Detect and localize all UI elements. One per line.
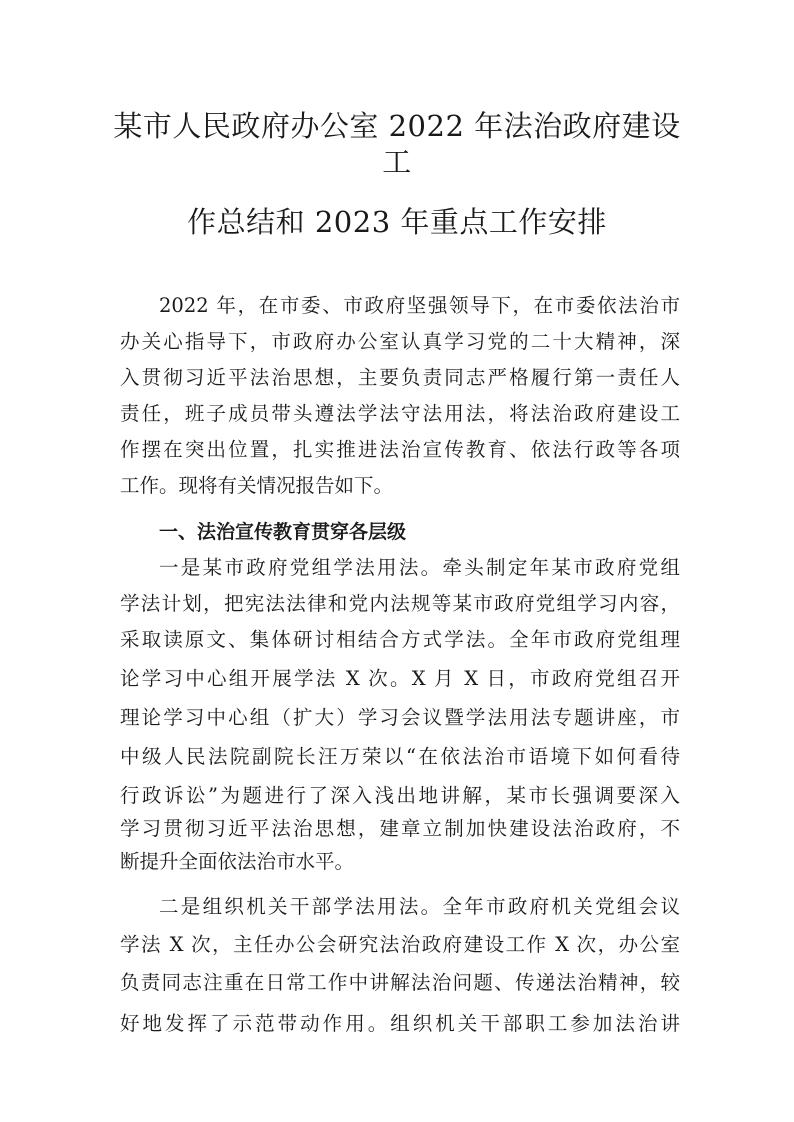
document-title-line-2: 工 [382, 145, 412, 179]
para2-line-2: 学法 X 次，主任办公会研究法治政府建设工作 X 次，办公室 [120, 933, 680, 956]
intro-line-3: 入贯彻习近平法治思想，主要负责同志严格履行第一责任人 [120, 366, 680, 389]
para1-line-8: 学习贯彻习近平法治思想，建章立制加快建设法治政府，不 [120, 817, 680, 840]
intro-line-5: 作摆在突出位置，扎实推进法治宣传教育、依法行政等各项 [120, 438, 680, 461]
para2-line-1: 二是组织机关干部学法用法。全年市政府机关党组会议 [159, 895, 680, 918]
para1-line-5: 理论学习中心组（扩大）学习会议暨学法用法专题讲座，市 [120, 706, 680, 729]
intro-line-6: 工作。现将有关情况报告如下。 [120, 474, 394, 497]
para2-line-4: 好地发挥了示范带动作用。组织机关干部职工参加法治讲 [120, 1012, 680, 1035]
intro-line-2: 办关心指导下，市政府办公室认真学习党的二十大精神，深 [120, 330, 680, 353]
para1-line-6: 中级人民法院副院长汪万荣以“在依法治市语境下如何看待 [120, 745, 680, 768]
para1-line-2: 学法计划，把宪法法律和党内法规等某市政府党组学习内容， [120, 592, 680, 615]
intro-line-4: 责任，班子成员带头遵法学法守法用法，将法治政府建设工 [120, 402, 680, 425]
document-title-line-1: 某市人民政府办公室 2022 年法治政府建设 [113, 109, 681, 143]
para1-line-4: 论学习中心组开展学法 X 次。X 月 X 日，市政府党组召开 [120, 667, 680, 690]
para2-line-3: 负责同志注重在日常工作中讲解法治问题、传递法治精神，较 [120, 971, 680, 994]
section-heading: 一、法治宣传教育贯穿各层级 [159, 521, 407, 543]
para1-line-1: 一是某市政府党组学法用法。牵头制定年某市政府党组 [159, 556, 680, 579]
para1-line-9: 断提升全面依法治市水平。 [120, 850, 355, 873]
para1-line-7: 行政诉讼”为题进行了深入浅出地讲解，某市长强调要深入 [120, 784, 680, 807]
document-title-line-3: 作总结和 2023 年重点工作安排 [187, 205, 607, 239]
para1-line-3: 采取读原文、集体研讨相结合方式学法。全年市政府党组理 [120, 628, 680, 651]
intro-line-1: 2022 年，在市委、市政府坚强领导下，在市委依法治市 [159, 294, 680, 317]
